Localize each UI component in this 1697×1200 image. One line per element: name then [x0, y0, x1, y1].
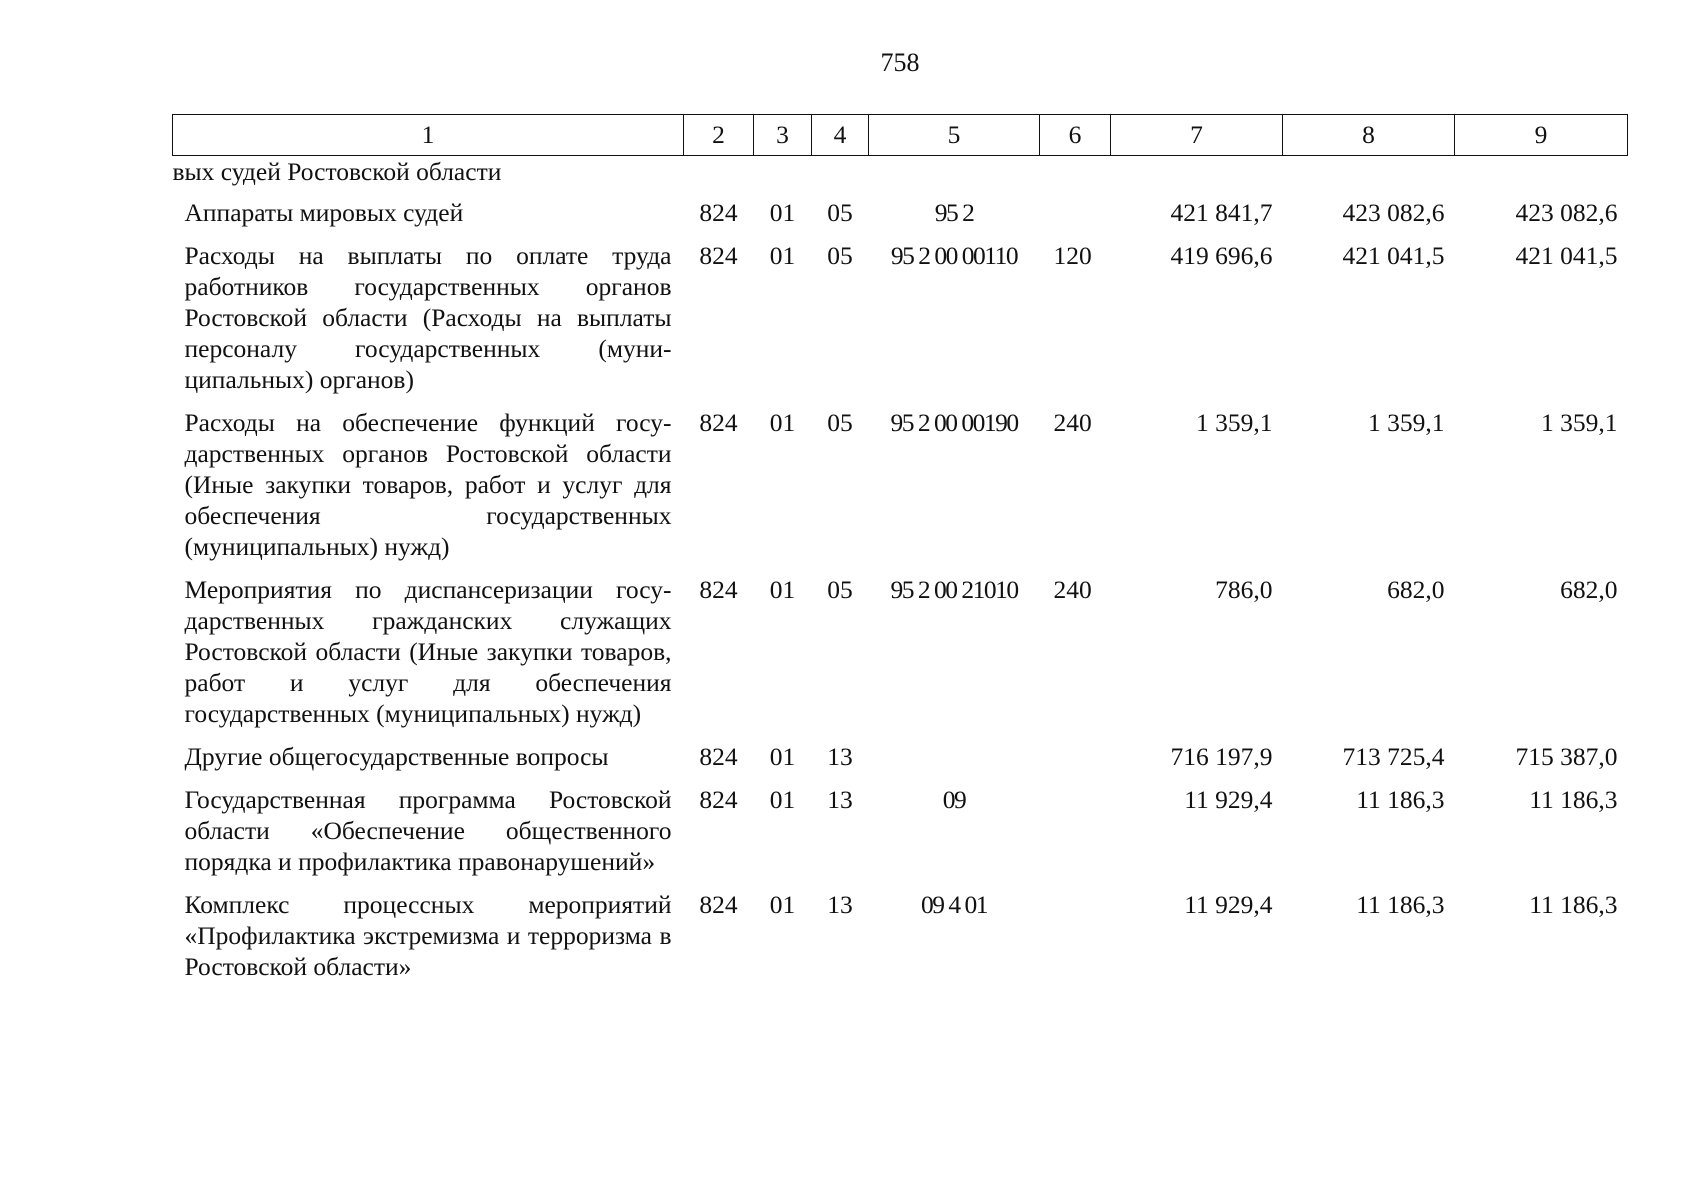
cell-amount-3: 682,0 [1560, 575, 1618, 604]
table-row [173, 784, 1628, 889]
cell-expense-type [1040, 741, 1111, 784]
row-name: Другие общегосударственные вопросы [184, 742, 609, 771]
cell-section: 01 [769, 408, 796, 437]
row-name: Расходы на обеспечение функций государственных органов Ростовской области (Иные закупки товаров, работ и услуг для обеспечения государственных (муниципальных) нужд) [184, 408, 672, 561]
row-name: Мероприятия по диспансеризации государственных гражданских служащих Ростовской области (Иные закупки товаров, работ и услуг для обеспечения государственных (муниципальных) нужд) [184, 575, 672, 728]
row-name: Государственная программа Ростовской области «Обеспечение общественного порядка и профилактика правонарушений» [184, 785, 672, 876]
cell-amount-3: 11 186,3 [1529, 785, 1618, 814]
cell-section: 01 [769, 785, 796, 814]
continuation-text: вых судей Ростовской области [172, 157, 502, 186]
cell-target-code: 95 2 00 21010 [890, 575, 1018, 604]
table-row [173, 574, 1628, 741]
cell-expense-type: 240 [1053, 408, 1092, 437]
cell-ministry: 824 [699, 890, 738, 919]
cell-expense-type: 120 [1053, 241, 1092, 270]
cell-amount-1: 1 359,1 [1196, 408, 1273, 437]
cell-expense-type [1040, 784, 1111, 889]
cell-subsection: 05 [827, 241, 853, 270]
cell-expense-type [1040, 889, 1111, 994]
header-col-7: 7 [1111, 115, 1283, 156]
table-row [173, 741, 1628, 784]
cell-ministry: 824 [699, 408, 738, 437]
cell-amount-1: 786,0 [1215, 575, 1273, 604]
cell-target-code: 09 4 01 [921, 890, 987, 919]
page-number: 758 [880, 48, 920, 77]
continuation-row [173, 156, 1628, 198]
cell-expense-type [1040, 197, 1111, 240]
table-row [173, 407, 1628, 574]
cell-amount-1: 421 841,7 [1170, 198, 1273, 227]
cell-target-code: 95 2 00 00190 [890, 408, 1018, 437]
header-col-5: 5 [869, 115, 1040, 156]
header-row [173, 115, 1628, 156]
cell-amount-3: 421 041,5 [1515, 241, 1618, 270]
cell-subsection: 05 [827, 575, 853, 604]
cell-amount-3: 423 082,6 [1515, 198, 1618, 227]
cell-section: 01 [769, 575, 796, 604]
cell-amount-2: 11 186,3 [1356, 890, 1445, 919]
table-row [173, 240, 1628, 407]
cell-amount-1: 11 929,4 [1184, 890, 1273, 919]
table-row [173, 889, 1628, 994]
table-row [173, 197, 1628, 240]
cell-amount-3: 1 359,1 [1541, 408, 1618, 437]
cell-section: 01 [769, 742, 796, 771]
header-col-9: 9 [1455, 115, 1628, 156]
cell-subsection: 13 [827, 890, 853, 919]
cell-amount-2: 421 041,5 [1342, 241, 1445, 270]
row-name: Комплекс процессных мероприятий «Профилактика экстремизма и терроризма в Ростовской области» [184, 890, 672, 981]
header-col-4: 4 [812, 115, 869, 156]
header-col-6: 6 [1040, 115, 1111, 156]
cell-section: 01 [769, 890, 796, 919]
cell-ministry: 824 [699, 742, 738, 771]
cell-amount-1: 11 929,4 [1184, 785, 1273, 814]
cell-section: 01 [769, 198, 796, 227]
cell-ministry: 824 [699, 241, 738, 270]
cell-amount-2: 11 186,3 [1356, 785, 1445, 814]
cell-target-code: 95 2 [934, 198, 974, 227]
row-name: Расходы на выплаты по оплате труда работников государственных органов Ростовской области (Расходы на выплаты персоналу государственных (муниципальных) органов) [184, 241, 672, 394]
header-col-2: 2 [684, 115, 754, 156]
header-col-8: 8 [1283, 115, 1455, 156]
cell-amount-3: 715 387,0 [1515, 742, 1618, 771]
cell-subsection: 13 [827, 785, 853, 814]
cell-amount-1: 716 197,9 [1170, 742, 1273, 771]
row-name: Аппараты мировых судей [184, 198, 464, 227]
cell-target-code: 95 2 00 00110 [890, 241, 1018, 270]
cell-amount-2: 682,0 [1387, 575, 1445, 604]
cell-section: 01 [769, 241, 796, 270]
cell-amount-2: 1 359,1 [1368, 408, 1445, 437]
cell-amount-2: 423 082,6 [1342, 198, 1445, 227]
cell-ministry: 824 [699, 785, 738, 814]
cell-expense-type: 240 [1053, 575, 1092, 604]
cell-target-code [869, 741, 1040, 784]
cell-subsection: 13 [827, 742, 853, 771]
header-col-1: 1 [173, 115, 684, 156]
cell-subsection: 05 [827, 408, 853, 437]
budget-table [172, 114, 1628, 994]
cell-ministry: 824 [699, 575, 738, 604]
cell-amount-1: 419 696,6 [1170, 241, 1273, 270]
header-col-3: 3 [754, 115, 812, 156]
cell-ministry: 824 [699, 198, 738, 227]
cell-amount-2: 713 725,4 [1342, 742, 1445, 771]
cell-amount-3: 11 186,3 [1529, 890, 1618, 919]
cell-target-code: 09 [942, 785, 966, 814]
cell-subsection: 05 [827, 198, 853, 227]
